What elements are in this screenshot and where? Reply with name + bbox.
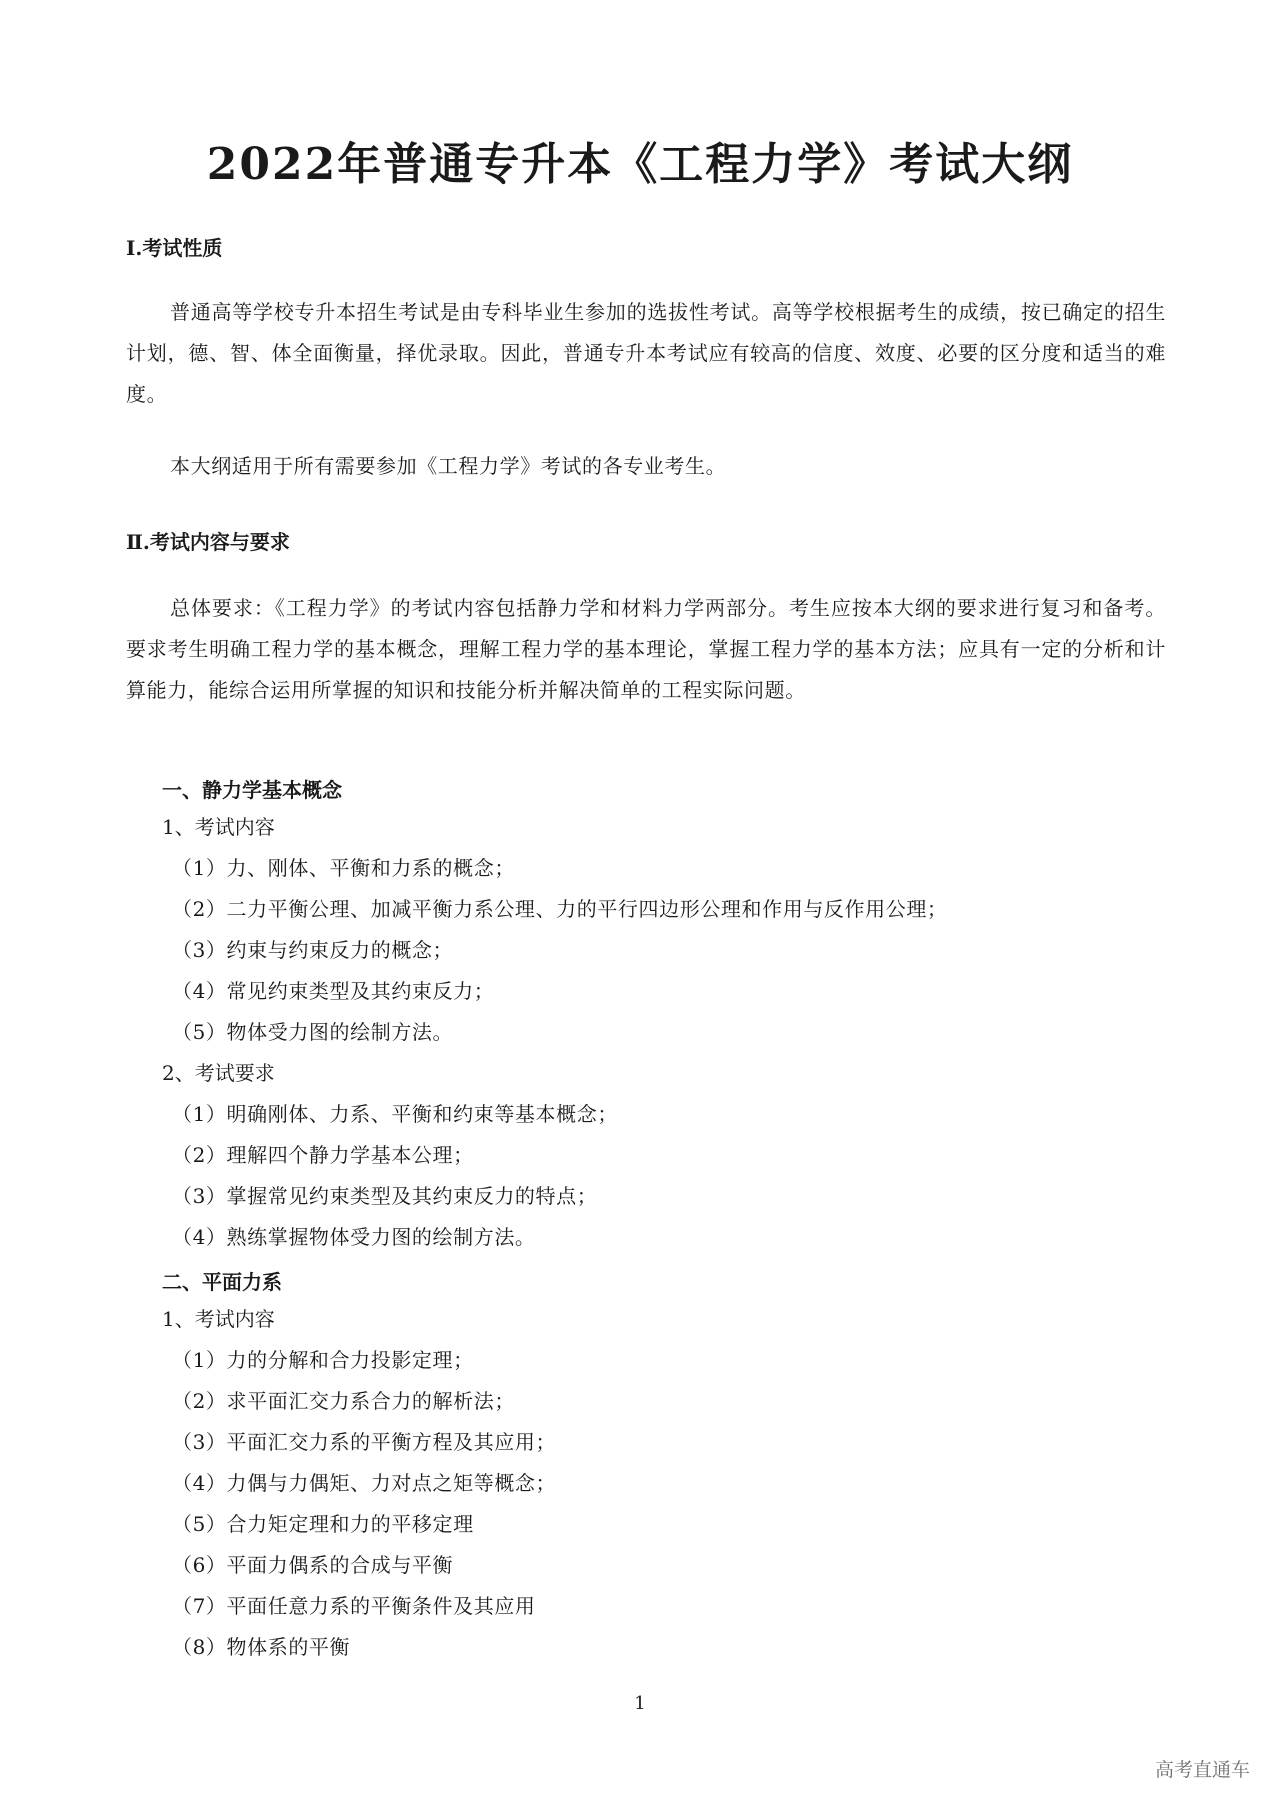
part-1-heading: 一、静力学基本概念 xyxy=(162,778,342,802)
document-title: 2022年普通专升本《工程力学》考试大纲 xyxy=(206,139,1074,190)
list-item: （3）掌握常见约束类型及其约束反力的特点； xyxy=(172,1184,598,1208)
list-item: （6）平面力偶系的合成与平衡 xyxy=(172,1553,454,1577)
list-item: （3）平面汇交力系的平衡方程及其应用； xyxy=(172,1430,557,1454)
list-item: （1）明确刚体、力系、平衡和约束等基本概念； xyxy=(172,1102,618,1126)
list-item: （3）约束与约束反力的概念； xyxy=(172,938,454,962)
list-item: （7）平面任意力系的平衡条件及其应用 xyxy=(172,1594,536,1618)
section-1-paragraph-1: 普通高等学校专升本招生考试是由专科毕业生参加的选拔性考试。高等学校根据考生的成绩，按已确定的招生计划，德、智、体全面衡量，择优录取。因此，普通专升本考试应有较高的信度、效度、必要的区分度和适当的难度。 xyxy=(126,300,1166,406)
list-item: （1）力、刚体、平衡和力系的概念； xyxy=(172,856,515,880)
list-item: （4）熟练掌握物体受力图的绘制方法。 xyxy=(172,1225,536,1249)
list-item: （2）理解四个静力学基本公理； xyxy=(172,1143,474,1167)
list-item: （2）求平面汇交力系合力的解析法； xyxy=(172,1389,515,1413)
section-1-heading: Ⅰ.考试性质 xyxy=(126,236,223,260)
page-number: 1 xyxy=(634,1693,646,1714)
list-item: （5）合力矩定理和力的平移定理 xyxy=(172,1512,474,1536)
list-item: （1）力的分解和合力投影定理； xyxy=(172,1348,474,1372)
list-item: （5）物体受力图的绘制方法。 xyxy=(172,1020,454,1044)
section-2-heading: Ⅱ.考试内容与要求 xyxy=(126,530,290,554)
part-1-list xyxy=(162,807,1162,1258)
list-item: （4）常见约束类型及其约束反力； xyxy=(172,979,495,1003)
part-2-content-label: 1、考试内容 xyxy=(162,1307,275,1331)
part-1-content-label: 1、考试内容 xyxy=(162,815,275,839)
list-item: （2）二力平衡公理、加减平衡力系公理、力的平行四边形公理和作用与反作用公理； xyxy=(172,897,948,921)
list-item: （8）物体系的平衡 xyxy=(172,1635,351,1659)
part-2-heading: 二、平面力系 xyxy=(162,1270,282,1294)
section-2-paragraph-1: 总体要求：《工程力学》的考试内容包括静力学和材料力学两部分。考生应按本大纲的要求进行复习和备考。要求考生明确工程力学的基本概念，理解工程力学的基本理论，掌握工程力学的基本方法；应具有一定的分析和计算能力，能综合运用所掌握的知识和技能分析并解决简单的工程实际问题。 xyxy=(126,596,1166,702)
watermark-text: 高考直通车 xyxy=(1154,1759,1250,1781)
part-2-list xyxy=(162,1299,1162,1668)
list-item: （4）力偶与力偶矩、力对点之矩等概念； xyxy=(172,1471,557,1495)
section-1-paragraph-2: 本大纲适用于所有需要参加《工程力学》考试的各专业考生。 xyxy=(170,454,727,478)
part-1-requirement-label: 2、考试要求 xyxy=(162,1061,275,1085)
